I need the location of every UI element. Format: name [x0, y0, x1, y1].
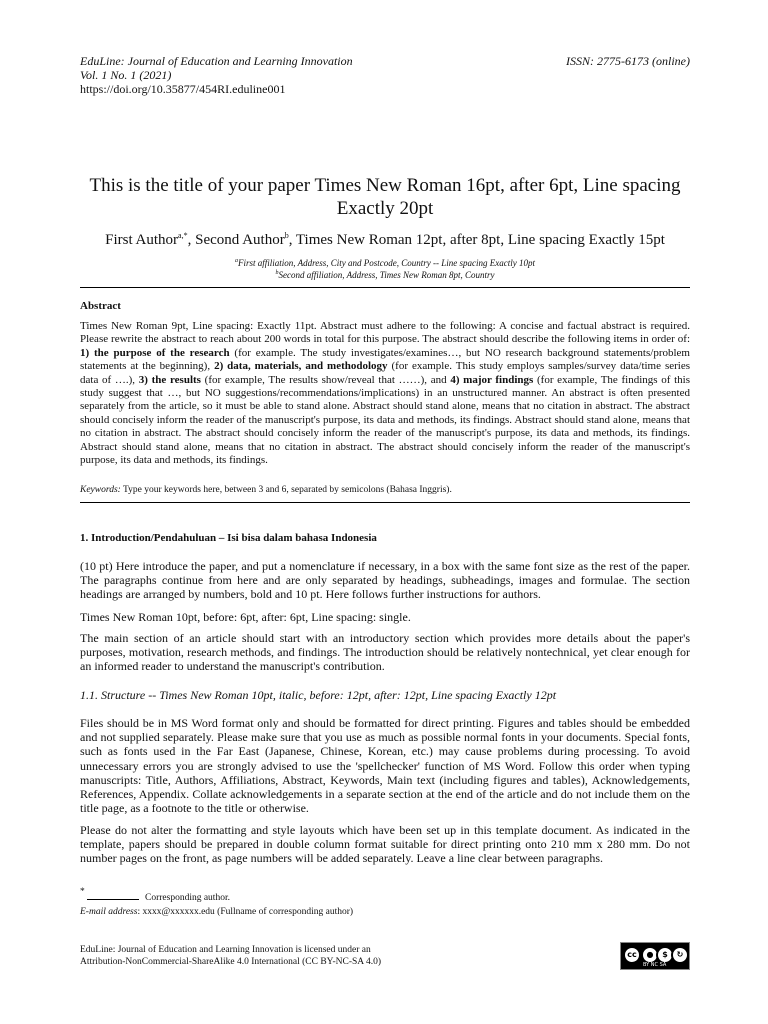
intro-paragraph-2: Times New Roman 10pt, before: 6pt, after: 6pt, Line spacing: single. [80, 610, 411, 624]
email-text: : xxxx@xxxxxx.edu (Fullname of corresponding author) [137, 907, 354, 917]
second-author-sup: b [284, 231, 289, 240]
by-icon: ● [641, 946, 659, 964]
structure-paragraph-2: Please do not alter the formatting and style layouts which have been set up in this template document. As indicated in the template, papers should be prepared in double column format suitable for direct printing onto 210 mm x 280 mm. Do not number pages on the front, as page numbers will be added separately. Leave a line clear between paragraphs. [80, 823, 690, 866]
affiliation-a-sup: a [235, 258, 238, 264]
keywords [80, 485, 690, 495]
first-author: First Author [105, 232, 179, 248]
badge-text: BY NC SA [643, 962, 667, 968]
section-heading: 1. Introduction/Pendahuluan – Isi bisa dalam bahasa Indonesia [80, 532, 377, 544]
first-author-sup: a,* [178, 231, 188, 240]
issn: ISSN: 2775-6173 (online) [566, 54, 690, 68]
nc-icon: $ [656, 946, 674, 964]
paper-title: This is the title of your paper Times New Roman 16pt, after 6pt, Line spacing Exactly 20pt [89, 175, 681, 219]
affiliation-b [80, 268, 690, 281]
license-line-1: EduLine: Journal of Education and Learning Innovation is licensed under an [80, 945, 371, 955]
doi-link[interactable]: https://doi.org/10.35877/454RI.eduline001 [80, 82, 286, 96]
license-text [80, 944, 381, 968]
abstract-bold-1: 1) the purpose of the research [80, 346, 230, 359]
abstract-divider [80, 502, 690, 503]
volume-info: Vol. 1 No. 1 (2021) [80, 68, 172, 82]
second-author: , Second Author [187, 232, 285, 248]
abstract-text-5: (for example, The findings of this study suggest that …, but NO suggestions/recommendations/implications) in an unstructured manner. An abstract is often presented separately from the article, so it must be able to stand alone. Abstract should stand alone, means that no citation in abstract. The abstract should concisely inform the reader of the manuscript's purpose, its data and methods, its findings. Abstract should stand alone, means that no citation in abstract. The abstract should concisely inform the reader of the manuscript's purpose, its data and methods, its findings. Abstract should stand alone, means that no citation in abstract. The abstract should concisely inform the reader of the manuscript's purpose, its data and methods, its findings. [80, 373, 691, 467]
author-format-note: , Times New Roman 12pt, after 8pt, Line spacing Exactly 15pt [288, 232, 665, 248]
keywords-label: Keywords: [80, 485, 121, 495]
affiliation-b-text: Second affiliation, Address, Times New Roman 8pt, Country [278, 270, 495, 280]
keywords-text: Type your keywords here, between 3 and 6, separated by semicolons (Bahasa Inggris). [120, 485, 452, 495]
abstract-bold-4: 4) major findings [450, 373, 534, 386]
intro-paragraph-3: The main section of an article should start with an introductory section which provides more details about the paper's purposes, motivation, research methods, and findings. The introduction should be relatively nontechnical, yet clear enough for an informed reader to understand the manuscript's contribution. [80, 631, 690, 674]
email-label: E-mail address [80, 907, 138, 917]
license-line-2: Attribution-NonCommercial-ShareAlike 4.0 International (CC BY-NC-SA 4.0) [80, 957, 382, 967]
cc-icon: cc [623, 946, 641, 964]
affiliation-a-text: First affiliation, Address, City and Postcode, Country -- Line spacing Exactly 10pt [238, 258, 535, 268]
top-divider [80, 287, 690, 288]
abstract-bold-3: 3) the results [138, 373, 201, 386]
author-line [80, 227, 690, 249]
sa-icon: ↻ [671, 946, 689, 964]
intro-paragraph-1: (10 pt) Here introduce the paper, and put a nomenclature if necessary, in a box with the same font size as the rest of the paper. The paragraphs continue from here and are only separated by headings, subheadings, images and formulae. The section headings are arranged by numbers, bold and 10 pt. Here follows further instructions for authors. [80, 559, 690, 602]
footnote-rule [87, 899, 139, 900]
abstract-text-4: (for example, The results show/reveal that ……), and [200, 373, 451, 386]
affiliation-b-sup: b [275, 270, 279, 276]
cc-license-badge[interactable] [620, 942, 690, 970]
journal-name: EduLine: Journal of Education and Learning Innovation [80, 54, 353, 68]
structure-paragraph-1: Files should be in MS Word format only and should be formatted for direct printing. Figures and tables should be embedded and not supplied separately. Please make sure that you use as much as possible normal fonts in your documents. Special fonts, such as fonts used in the Far East (Japanese, Chinese, Korean, etc.) may cause problems during processing. To avoid unnecessary errors you are strongly advised to use the 'spellchecker' function of MS Word. Follow this order when typing manuscripts: Title, Authors, Affiliations, Abstract, Keywords, Main text (including figures and tables), Acknowledgements, References, Appendix. Collate acknowledgements in a separate section at the end of the article and do not include them on the title page, as a footnote to the title or otherwise. [80, 716, 690, 816]
footnote-email [80, 906, 353, 918]
abstract-bold-2: 2) data, materials, and methodology [214, 360, 388, 373]
abstract-text-3: (for example. This study employs samples/survey data/time series data of ….), [80, 360, 690, 386]
abstract-text-1: Times New Roman 9pt, Line spacing: Exactly 11pt. Abstract must adhere to the following: A concise and factual abstract is required. Please rewrite the abstract to reach about 200 words in total for this purpose. The abstract should describe the following items in order of: [80, 320, 690, 346]
footnote-corresponding: Corresponding author. [145, 893, 230, 903]
abstract-heading: Abstract [80, 300, 121, 312]
abstract-body [80, 320, 690, 467]
subsection-heading: 1.1. Structure -- Times New Roman 10pt, italic, before: 12pt, after: 12pt, Line spacing Exactly 12pt [80, 688, 557, 702]
footnote-mark: * [80, 887, 85, 897]
abstract-text-2: (for example. The study investigates/examines…, but NO research background statements/problem statements at the beginning), [80, 346, 690, 373]
